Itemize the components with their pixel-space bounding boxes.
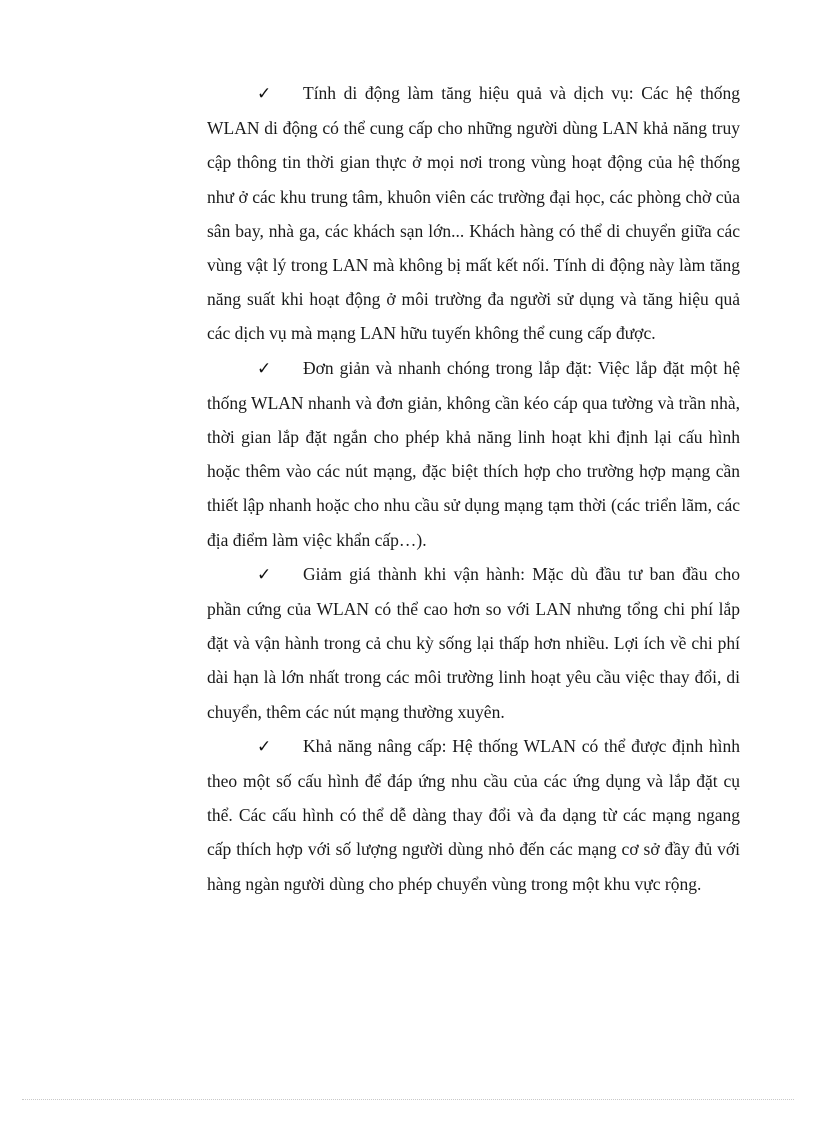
checkmark-icon: ✓ (257, 564, 272, 585)
paragraph-text: Giảm giá thành khi vận hành: Mặc dù đầu tư ban đầu cho phần cứng của WLAN có thể cao hơn so với LAN nhưng tổng chi phí lắp đặt và vận hành trong cả chu kỳ sống lại thấp hơn nhiều. Lợi ích về chi phí dài hạn là lớn nhất trong các môi trường linh hoạt yêu cầu việc thay đổi, di chuyển, thêm các nút mạng thường xuyên. (207, 563, 740, 722)
document-body (207, 76, 740, 901)
paragraph-installation (207, 351, 740, 557)
footer-divider (22, 1099, 794, 1100)
paragraph-text: Tính di động làm tăng hiệu quả và dịch vụ: Các hệ thống WLAN di động có thể cung cấp cho những người dùng LAN khả năng truy cập thông tin thời gian thực ở mọi nơi trong vùng hoạt động của hệ thống như ở các khu trung tâm, khuôn viên các trường đại học, các phòng chờ của sân bay, nhà ga, các khách sạn lớn... Khách hàng có thể di chuyển giữa các vùng vật lý trong LAN mà không bị mất kết nối. Tính di động này làm tăng năng suất khi hoạt động ở môi trường đa người sử dụng và tăng hiệu quả các dịch vụ mà mạng LAN hữu tuyến không thể cung cấp được. (207, 83, 740, 344)
paragraph-scalability (207, 729, 740, 901)
paragraph-mobility (207, 76, 740, 351)
paragraph-text: Khả năng nâng cấp: Hệ thống WLAN có thể được định hình theo một số cấu hình để đáp ứng nhu cầu của các ứng dụng và lắp đặt cụ thể. Các cấu hình có thể dễ dàng thay đổi và đa dạng từ các mạng ngang cấp thích hợp với số lượng người dùng nhỏ đến các mạng cơ sở đầy đủ với hàng ngàn người dùng cho phép chuyển vùng trong một khu vực rộng. (207, 735, 740, 894)
checkmark-icon: ✓ (257, 358, 272, 379)
paragraph-text: Đơn giản và nhanh chóng trong lắp đặt: Việc lắp đặt một hệ thống WLAN nhanh và đơn giản, không cần kéo cáp qua tường và trần nhà, thời gian lắp đặt ngắn cho phép khả năng linh hoạt khi định lại cấu hình hoặc thêm vào các nút mạng, đặc biệt thích hợp cho trường hợp mạng cần thiết lập nhanh hoặc cho nhu cầu sử dụng mạng tạm thời (các triển lãm, các địa điểm làm việc khẩn cấp…). (207, 357, 740, 550)
paragraph-cost (207, 557, 740, 729)
checkmark-icon: ✓ (257, 84, 272, 104)
checkmark-icon: ✓ (257, 736, 272, 757)
